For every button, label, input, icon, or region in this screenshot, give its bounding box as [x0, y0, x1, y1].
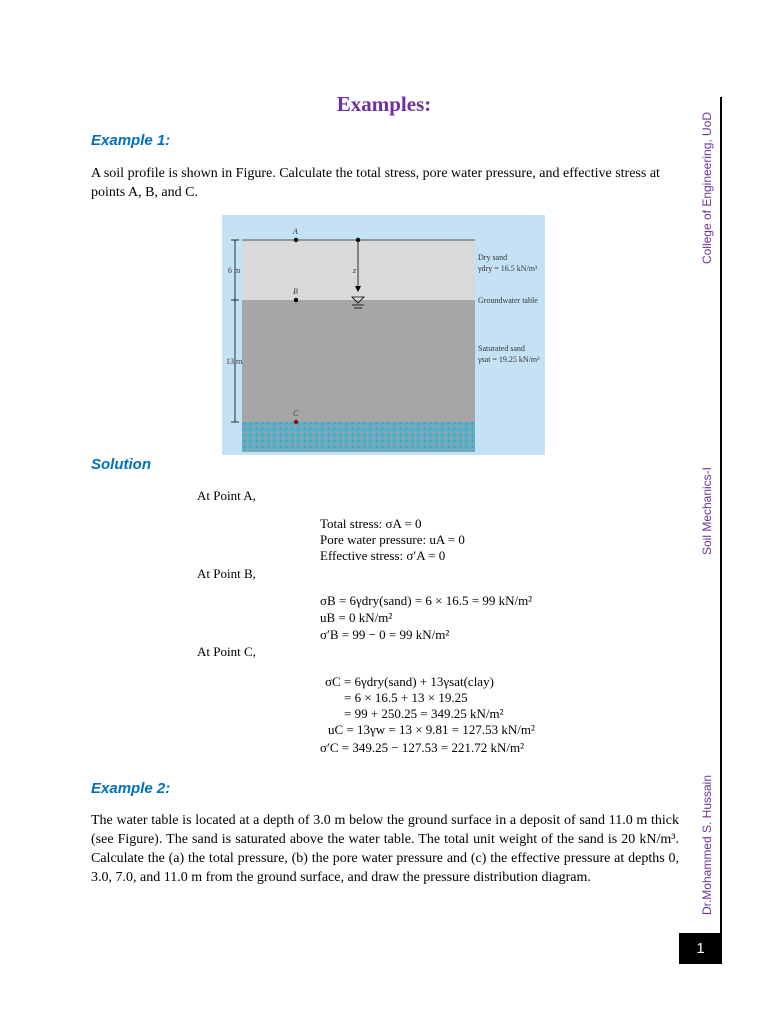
page-title: Examples:	[336, 92, 432, 116]
bedrock-layer	[242, 422, 475, 452]
point-c-pore-pressure: uC = 13γw = 13 × 9.81 = 127.53 kN/m²	[328, 722, 535, 737]
point-a-effective-stress: Effective stress: σ′A = 0	[320, 548, 446, 563]
point-b-marker	[294, 298, 298, 302]
sidebar-course: Soil Mechanics-I	[700, 466, 714, 556]
z-label: z	[353, 266, 357, 275]
page-number: 1	[679, 933, 722, 964]
saturated-sand-label: Saturated sand	[478, 344, 525, 353]
point-a-marker	[294, 238, 298, 242]
solution-heading: Solution	[91, 456, 151, 473]
depth-13m-label: 13 m	[226, 357, 243, 366]
point-a-label: A	[293, 227, 298, 236]
depth-6m-label: 6 m	[228, 266, 241, 275]
point-b-pore-pressure: uB = 0 kN/m²	[320, 610, 393, 625]
point-c-total-stress-line-1: σC = 6γdry(sand) + 13γsat(clay)	[325, 674, 494, 689]
example-2-text: The water table is located at a depth of 3.0 m below the ground surface in a deposit of sand 11.0 m thick (see Figure). The sand is saturated above the water table. The total unit weight of the sand is 20 kN/m³. Calculate the (a) the total pressure, (b) the pore water pressure and (c) the effective pressure at depths 0, 3.0, 7.0, and 11.0 m from the ground surface, and draw the pressure distribution diagram.	[91, 813, 679, 885]
point-c-heading: At Point C,	[197, 644, 256, 659]
point-c-total-stress-line-2: = 6 × 16.5 + 13 × 19.25	[344, 690, 468, 705]
sidebar-college: College of Engineering, UoD	[700, 111, 714, 265]
example-1-text: A soil profile is shown in Figure. Calculate the total stress, pore water pressure, and effective stress at points A, B, and C.	[91, 166, 660, 200]
soil-profile-figure	[222, 215, 545, 455]
point-c-label: C	[293, 409, 299, 418]
dry-unit-weight: γdry = 16.5 kN/m³	[478, 264, 538, 273]
dry-sand-label: Dry sand	[478, 253, 508, 262]
point-b-label: B	[293, 287, 298, 296]
example-1-heading: Example 1:	[91, 132, 171, 149]
point-b-effective-stress: σ′B = 99 − 0 = 99 kN/m²	[320, 627, 450, 642]
point-c-effective-stress: σ′C = 349.25 − 127.53 = 221.72 kN/m²	[320, 740, 525, 755]
point-b-heading: At Point B,	[197, 566, 256, 581]
point-b-total-stress: σB = 6γdry(sand) = 6 × 16.5 = 99 kN/m²	[320, 593, 533, 608]
point-c-total-stress-line-3: = 99 + 250.25 = 349.25 kN/m²	[344, 706, 504, 721]
side-rule	[720, 97, 722, 937]
point-c-marker	[294, 420, 298, 424]
point-a-pore-pressure: Pore water pressure: uA = 0	[320, 532, 465, 547]
point-a-total-stress: Total stress: σA = 0	[320, 516, 422, 531]
example-2-heading: Example 2:	[91, 780, 171, 797]
point-a-heading: At Point A,	[197, 488, 256, 503]
sidebar-author: Dr.Mohammed S. Hussain	[700, 774, 714, 916]
sat-unit-weight: γsat = 19.25 kN/m³	[478, 355, 540, 364]
saturated-sand-layer	[242, 300, 475, 422]
groundwater-label: Groundwater table	[478, 296, 538, 305]
